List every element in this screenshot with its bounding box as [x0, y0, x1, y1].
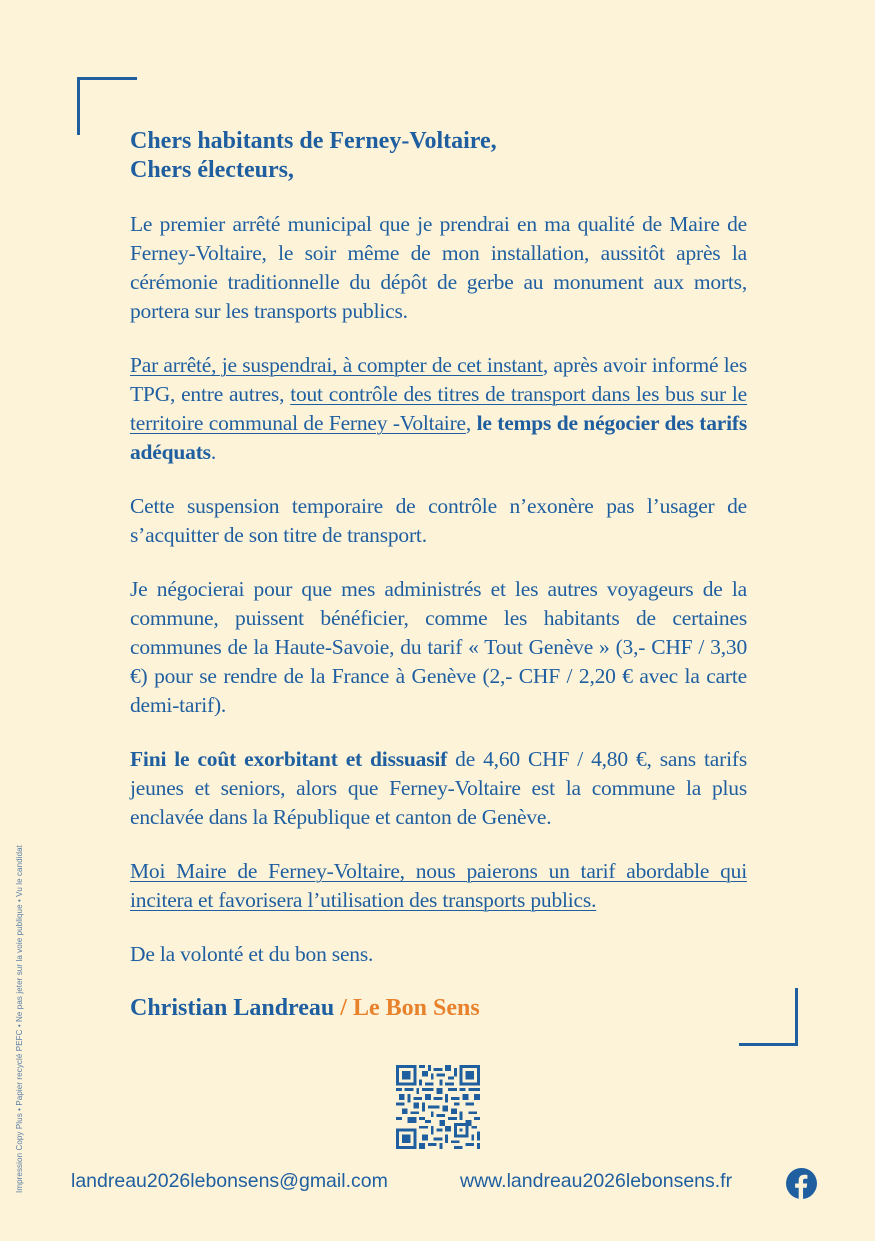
paragraph-4: Je négocierai pour que mes administrés et les autres voyageurs de la commune, puissent bénéficier, comme les habitants de certaines communes de la Haute-Savoie, du tarif « Tout Genève » (3,- CHF / 3,30 €) pour se rendre de la France à Genève (2,- CHF / 2,20 € avec la carte demi-tarif). — [130, 577, 747, 717]
greeting-line-1: Chers habitants de Ferney-Voltaire, — [130, 128, 497, 154]
legal-notice-vertical: Impression Copy Plus • Papier recyclé PEFC • Ne pas jeter sur la voie publique • Vu le candidat — [15, 845, 24, 1193]
letter-body — [130, 127, 747, 1023]
qr-code-icon[interactable] — [395, 1065, 481, 1149]
corner-bracket-top-left — [77, 77, 137, 135]
bold-text: Fini le coût exorbitant et dissuasif — [130, 747, 448, 771]
paragraph-2: Par arrêté, je suspendrai, à compter de cet instant, après avoir informé les TPG, entre autres, tout contrôle des titres de transport dans les bus sur le territoire communal de Ferney -Voltaire, le temps de négocier des tarifs adéquats. — [130, 353, 748, 464]
facebook-icon[interactable] — [786, 1168, 817, 1199]
bold-text: le temps de négocier des tarifs adéquats — [130, 411, 747, 464]
paragraph-7: De la volonté et du bon sens. — [130, 942, 374, 966]
paragraph-1: Le premier arrêté municipal que je prendrai en ma qualité de Maire de Ferney-Voltaire, le soir même de mon installation, aussitôt après la cérémonie traditionnelle du dépôt de gerbe au monument aux morts, portera sur les transports publics. — [130, 212, 747, 323]
email-link[interactable]: landreau2026lebonsens@gmail.com — [71, 1170, 388, 1192]
signature-separator: / — [334, 995, 353, 1021]
footer-contact — [71, 1168, 821, 1198]
paragraph-5: Fini le coût exorbitant et dissuasif de 4,60 CHF / 4,80 €, sans tarifs jeunes et seniors, alors que Ferney-Voltaire est la commune la plus enclavée dans la République et canton de Genève. — [130, 747, 747, 829]
greeting — [130, 127, 747, 185]
website-link[interactable]: www.landreau2026lebonsens.fr — [460, 1170, 733, 1192]
greeting-line-2: Chers électeurs, — [130, 157, 294, 183]
signature-party: Le Bon Sens — [352, 995, 480, 1021]
underlined-text: Moi Maire de Ferney-Voltaire, nous paierons un tarif abordable qui incitera et favorisera l’utilisation des transports publics. — [130, 859, 747, 912]
signature-name: Christian Landreau — [130, 995, 335, 1021]
paragraph-3: Cette suspension temporaire de contrôle n’exonère pas l’usager de s’acquitter de son titre de transport. — [130, 494, 747, 547]
signature — [130, 994, 747, 1023]
underlined-text: Par arrêté, je suspendrai, à compter de cet instant — [130, 353, 543, 377]
corner-bracket-bottom-right — [739, 988, 798, 1046]
underlined-text: tout contrôle des titres de transport dans les bus sur le territoire communal de Ferney -Voltaire — [130, 382, 748, 435]
paragraph-6 — [130, 857, 747, 915]
